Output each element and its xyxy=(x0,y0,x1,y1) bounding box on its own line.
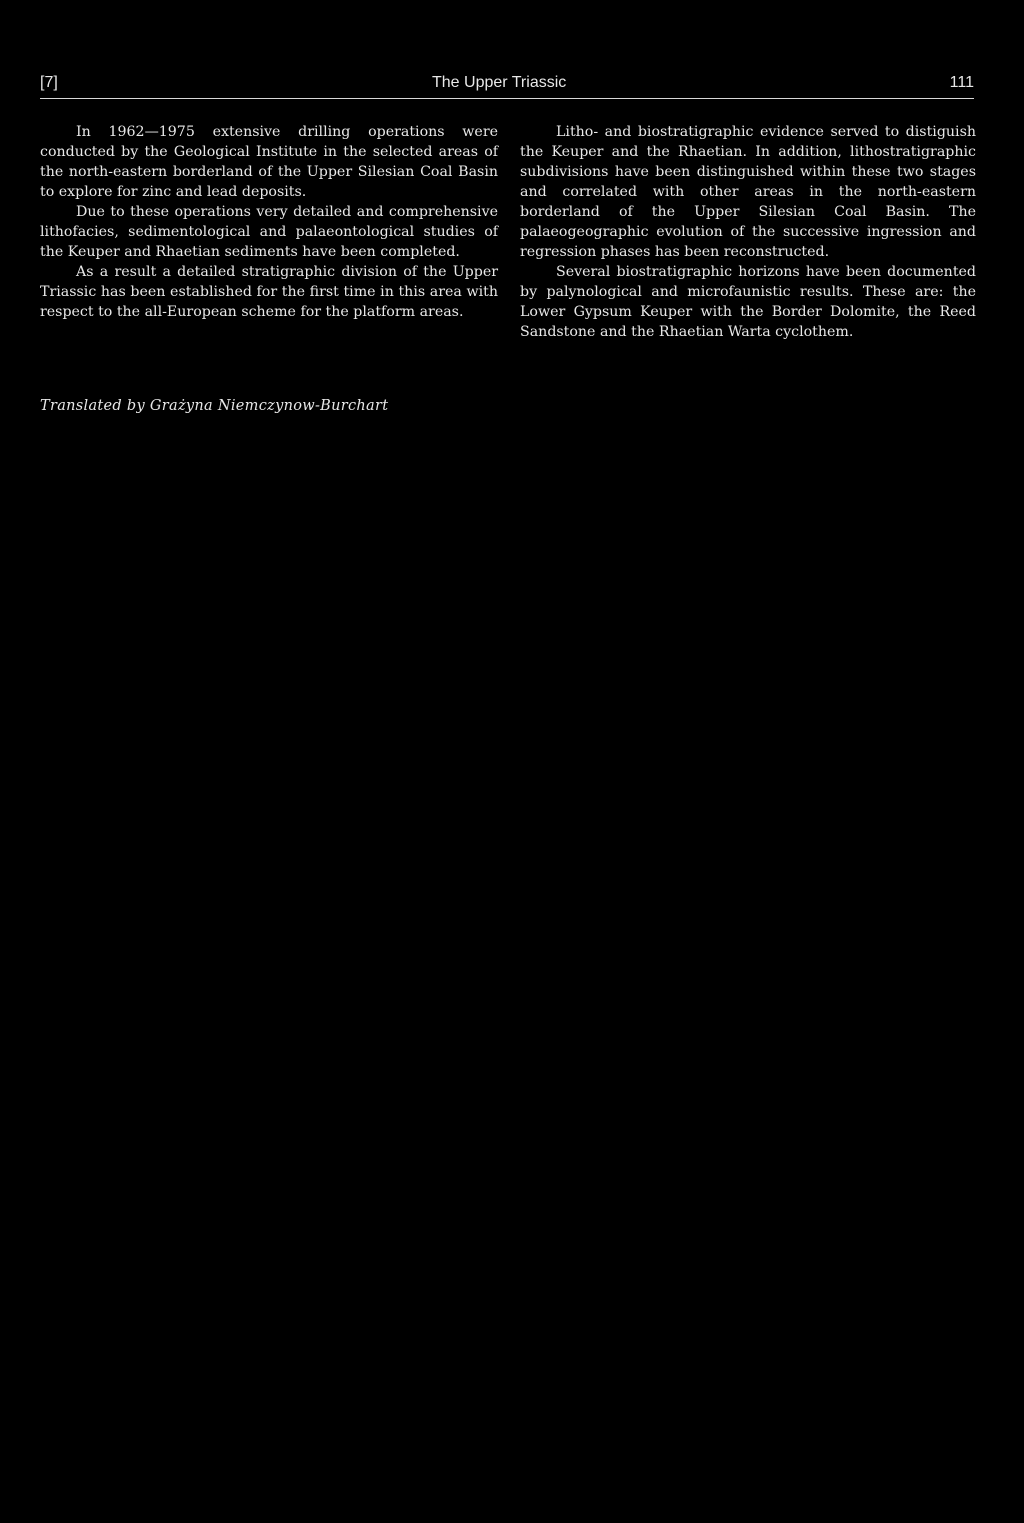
paragraph-horizons: Several biostratigraphic horizons have been documented by palynological and microfaunistic results. These are: the Lower Gypsum Keuper with the Border Dolomite, the Reed Sandstone and the Rhaetian Warta cyclothem. xyxy=(520,264,976,340)
paragraph-studies: Due to these operations very detailed and comprehensive lithofacies, sedimentological and palaeontological studies of the Keuper and Rhaetian sediments have been completed. xyxy=(40,204,498,260)
running-title: The Upper Triassic xyxy=(432,74,567,91)
paragraph-stratigraphic-division: As a result a detailed stratigraphic division of the Upper Triassic has been established for the first time in this area with respect to the all-European scheme for the platform areas. xyxy=(40,264,498,320)
right-column xyxy=(520,122,976,342)
translator-credit: Translated by Grażyna Niemczynow-Burchart xyxy=(40,398,389,414)
page-number: 111 xyxy=(949,74,974,91)
section-number: [7] xyxy=(40,74,58,91)
paragraph-evidence: Litho- and biostratigraphic evidence served to distiguish the Keuper and the Rhaetian. In addition, lithostratigraphic subdivisions have been distinguished within these two stages and correlated with other areas in the north-eastern borderland of the Upper Silesian Coal Basin. The palaeogeographic evolution of the successive ingression and regression phases has been reconstructed. xyxy=(520,124,976,260)
running-header xyxy=(40,72,974,99)
left-column xyxy=(40,122,498,322)
paragraph-drilling: In 1962—1975 extensive drilling operations were conducted by the Geological Institute in the selected areas of the north-eastern borderland of the Upper Silesian Coal Basin to explore for zinc and lead deposits. xyxy=(40,124,498,200)
